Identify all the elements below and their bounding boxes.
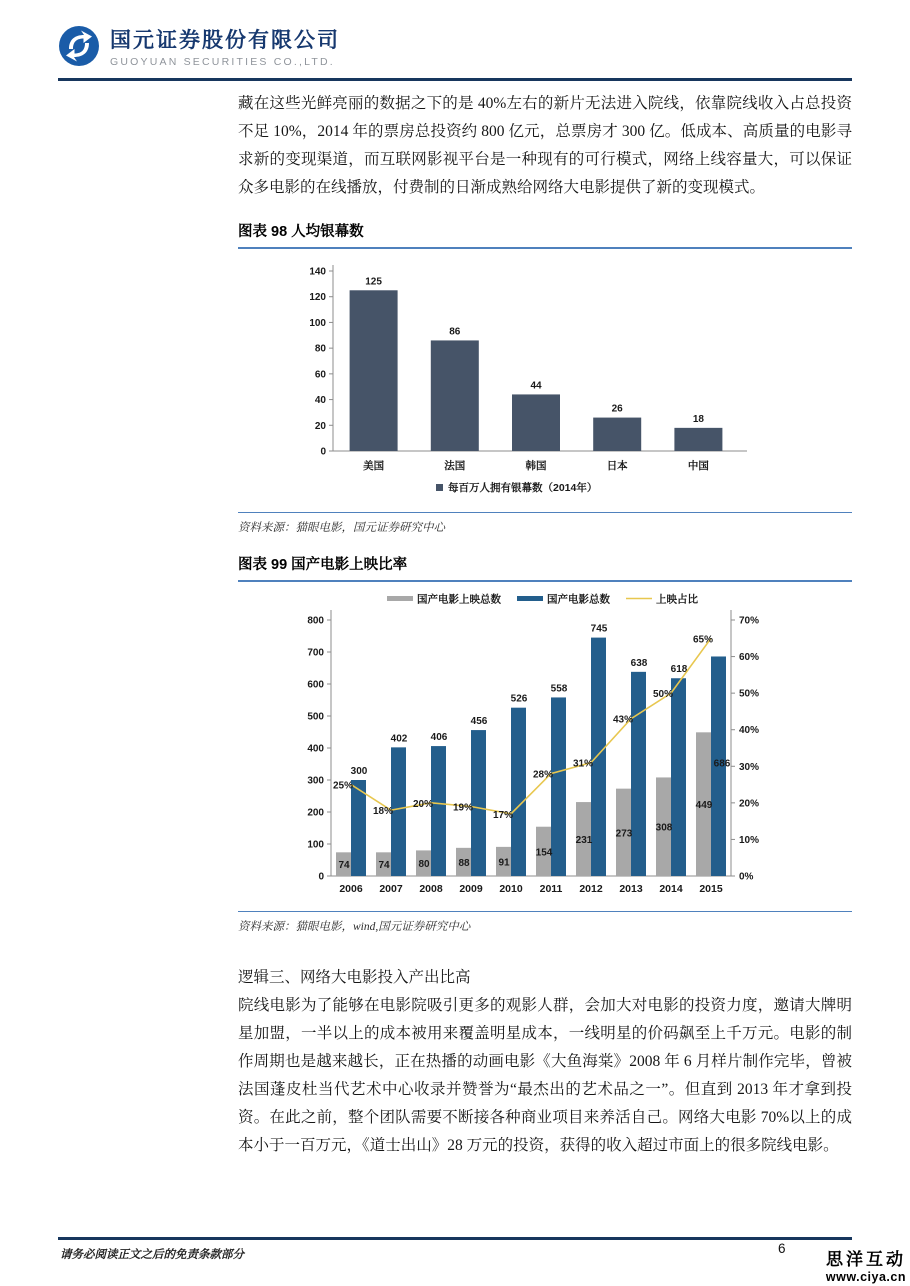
svg-text:120: 120 (309, 292, 326, 304)
svg-text:300: 300 (350, 766, 368, 777)
svg-text:17%: 17% (492, 809, 514, 821)
section-paragraph: 院线电影为了能够在电影院吸引更多的观影人群，会加大对电影的投资力度，邀请大牌明星加盟，一半以上的成本被用来覆盖明星成本，一线明星的价码飙至上千万元。电影的制作周期也是越来越长，正在热播的动画电影《大鱼海棠》2008 年 6 月样片制作完毕，曾被法国蓬皮杜当代艺术中心收录并赞誉为“最杰出的艺术品之一”。但直到 2013 年才拿到投资。在此之前，整个团队需要不断接各种商业项目来养活自己。网络大电影 70%以上的成本小于一百万元，《道士出山》28 万元的投资，获得的收入超过市面上的很多院线电影。 (238, 997, 852, 1154)
svg-text:40: 40 (314, 395, 326, 407)
svg-text:0: 0 (320, 446, 326, 458)
svg-text:74: 74 (338, 860, 350, 872)
svg-text:43%: 43% (612, 714, 634, 726)
svg-text:2013: 2013 (619, 883, 643, 895)
figure-99-source: 资料来源：猫眼电影，wind,国元证券研究中心 (238, 911, 852, 934)
svg-text:中国: 中国 (687, 460, 709, 472)
svg-text:400: 400 (307, 743, 324, 755)
svg-text:28%: 28% (532, 769, 554, 781)
footer-divider (58, 1237, 852, 1240)
svg-text:686: 686 (713, 758, 731, 770)
svg-text:273: 273 (615, 828, 633, 840)
svg-text:国产电影总数: 国产电影总数 (547, 593, 610, 606)
svg-text:88: 88 (458, 857, 470, 869)
svg-text:31%: 31% (572, 758, 594, 770)
svg-text:60: 60 (314, 369, 326, 381)
screens-per-million-bar-chart (278, 257, 798, 501)
svg-text:800: 800 (307, 615, 324, 627)
svg-text:25%: 25% (332, 780, 354, 792)
svg-text:18: 18 (692, 413, 704, 425)
figure-98-chart (278, 257, 852, 506)
svg-text:日本: 日本 (606, 460, 628, 472)
svg-text:20: 20 (314, 420, 326, 432)
svg-text:618: 618 (670, 664, 688, 676)
svg-text:30%: 30% (739, 761, 760, 773)
svg-text:700: 700 (307, 647, 324, 659)
svg-text:韩国: 韩国 (525, 460, 547, 472)
svg-text:60%: 60% (739, 652, 760, 664)
svg-text:0%: 0% (739, 871, 754, 883)
svg-text:18%: 18% (372, 806, 394, 818)
svg-text:456: 456 (470, 716, 488, 728)
figure-99-title: 图表 99 国产电影上映比率 (238, 553, 852, 582)
svg-text:2012: 2012 (579, 883, 603, 895)
svg-text:美国: 美国 (363, 460, 385, 472)
svg-text:法国: 法国 (444, 460, 466, 472)
svg-text:154: 154 (535, 847, 553, 859)
header-divider (58, 78, 852, 81)
svg-text:2010: 2010 (499, 883, 523, 895)
svg-text:20%: 20% (739, 798, 760, 810)
svg-text:200: 200 (307, 807, 324, 819)
svg-text:40%: 40% (739, 725, 760, 737)
svg-text:2009: 2009 (459, 883, 483, 895)
figure-98-source: 资料来源：猫眼电影，国元证券研究中心 (238, 512, 852, 535)
svg-text:20%: 20% (412, 798, 434, 810)
figure-99 (238, 553, 852, 934)
svg-text:745: 745 (590, 623, 608, 635)
svg-text:上映占比: 上映占比 (656, 593, 698, 606)
svg-text:231: 231 (575, 835, 593, 847)
svg-text:449: 449 (695, 800, 713, 812)
svg-text:402: 402 (390, 733, 408, 745)
svg-text:558: 558 (550, 683, 568, 695)
report-header (58, 24, 852, 81)
report-body (238, 90, 852, 1160)
guoyuan-logo-icon (58, 25, 100, 67)
svg-text:2007: 2007 (379, 883, 403, 895)
svg-text:80: 80 (418, 859, 430, 871)
company-name-en: GUOYUAN SECURITIES CO.,LTD. (110, 56, 335, 68)
page-number: 6 (778, 1241, 786, 1256)
svg-text:65%: 65% (692, 634, 714, 646)
svg-text:国产电影上映总数: 国产电影上映总数 (417, 593, 501, 606)
svg-text:74: 74 (378, 860, 390, 872)
svg-text:19%: 19% (452, 802, 474, 814)
svg-text:2015: 2015 (699, 883, 723, 895)
svg-text:26: 26 (611, 403, 623, 415)
watermark (826, 1245, 906, 1284)
svg-text:2008: 2008 (419, 883, 443, 895)
svg-text:2011: 2011 (539, 883, 563, 895)
svg-text:406: 406 (430, 732, 448, 744)
svg-text:80: 80 (314, 343, 326, 355)
section-heading: 逻辑三、网络大电影投入产出比高 (238, 969, 471, 986)
svg-text:每百万人拥有银幕数（2014年）: 每百万人拥有银幕数（2014年） (448, 482, 598, 494)
figure-98-title: 图表 98 人均银幕数 (238, 220, 852, 249)
intro-paragraph: 藏在这些光鲜亮丽的数据之下的是 40%左右的新片无法进入院线，依靠院线收入占总投资不足 10%，2014 年的票房总投资约 800 亿元，总票房才 300 亿。低成本、高质量的电影寻求新的变现渠道，而互联网影视平台是一种现有的可行模式，网络上线容量大，可以保证众多电影的在线播放，付费制的日渐成熟给网络大电影提供了新的变现模式。 (238, 95, 852, 196)
svg-text:2006: 2006 (339, 883, 363, 895)
domestic-film-release-ratio-chart (283, 590, 803, 900)
svg-text:70%: 70% (739, 615, 760, 627)
figure-98 (238, 220, 852, 535)
company-name-cn: 国元证券股份有限公司 (110, 29, 340, 52)
svg-text:0: 0 (318, 871, 324, 883)
svg-text:526: 526 (510, 693, 528, 705)
svg-text:50%: 50% (652, 689, 674, 701)
svg-text:2014: 2014 (659, 883, 683, 895)
svg-text:600: 600 (307, 679, 324, 691)
disclaimer-text: 请务必阅读正文之后的免责条款部分 (60, 1249, 244, 1261)
svg-text:100: 100 (309, 317, 326, 329)
svg-text:100: 100 (307, 839, 324, 851)
svg-text:638: 638 (630, 657, 648, 669)
svg-text:500: 500 (307, 711, 324, 723)
svg-text:44: 44 (530, 380, 542, 392)
svg-text:308: 308 (655, 822, 673, 834)
svg-text:50%: 50% (739, 688, 760, 700)
watermark-url: www.ciya.cn (825, 1270, 906, 1284)
svg-text:300: 300 (307, 775, 324, 787)
svg-text:125: 125 (365, 276, 382, 288)
svg-text:91: 91 (498, 857, 510, 869)
svg-text:10%: 10% (739, 834, 760, 846)
company-logo (58, 24, 852, 68)
svg-text:86: 86 (449, 326, 461, 338)
svg-text:140: 140 (309, 266, 326, 278)
figure-99-chart (283, 590, 852, 905)
watermark-brand: 思洋互动 (825, 1250, 906, 1269)
